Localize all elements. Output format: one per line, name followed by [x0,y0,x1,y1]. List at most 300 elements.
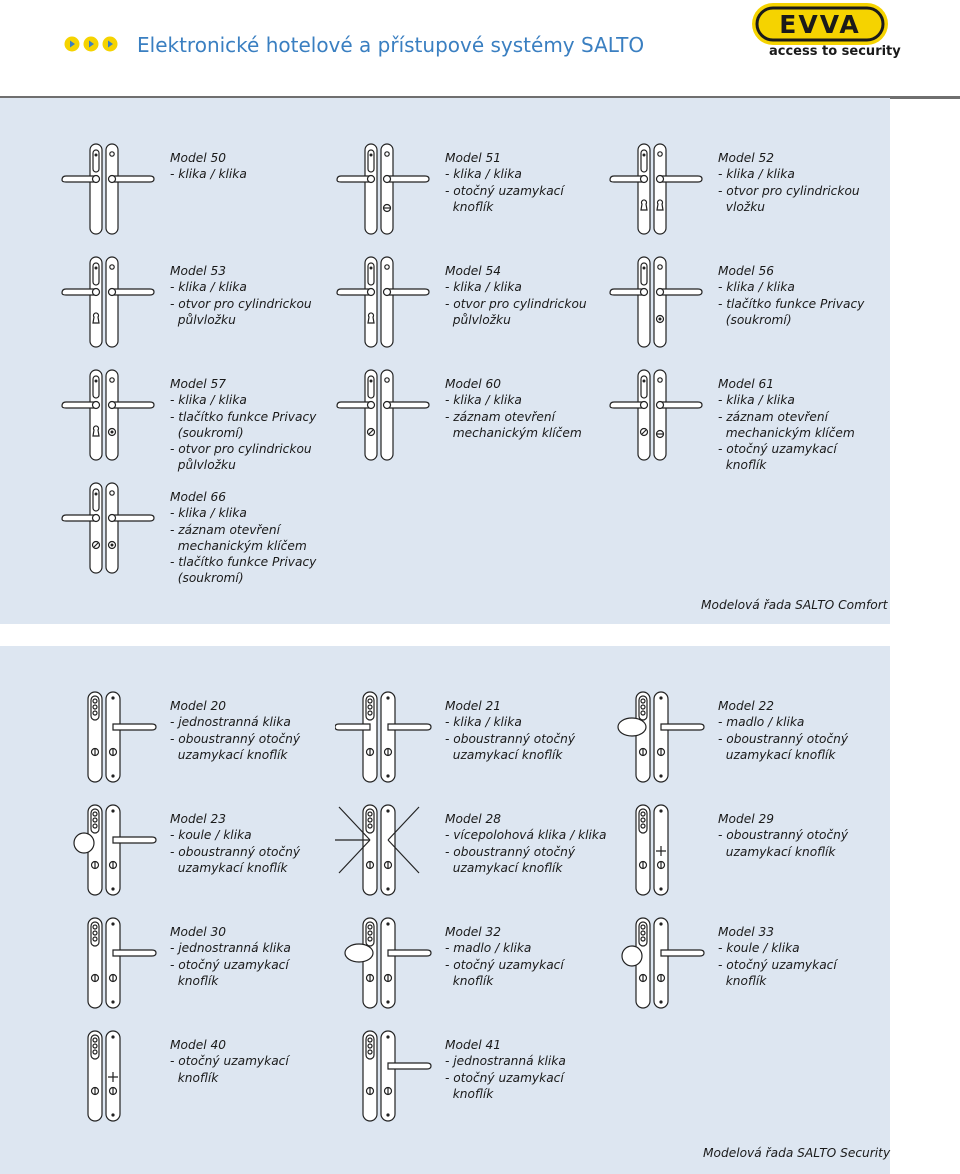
model-name: Model 30 [170,925,226,939]
model-feature-line: mechanickým klíčem [718,425,855,440]
lever-handle [387,289,429,295]
fitting-drawing [60,690,170,786]
model-feature-line: - klika / klika [170,280,247,295]
lever-rosette [109,402,116,409]
model-feature-line: knoflík [718,973,767,988]
lever-rosette [93,176,100,183]
model-feature-line: - otočný uzamykací [718,957,837,972]
model-feature-line: knoflík [445,1086,494,1101]
reader-module [641,150,647,172]
reader-module [110,152,114,156]
lever-rosette [384,289,391,296]
keypad-button [368,818,372,822]
reader-module [658,152,662,156]
lever-handle [112,402,154,408]
keypad-button [93,705,97,709]
keypad-button [368,1038,372,1042]
logo-wordmark: EVVA [779,10,861,39]
escutcheon-plate [381,805,395,895]
screw [659,922,662,925]
screw [659,887,662,890]
model-description [445,811,606,876]
model-drawing [335,255,445,355]
model-feature-line: (soukromí) [170,425,244,440]
fitting-drawing [608,368,718,464]
fitting-drawing [335,1029,445,1125]
lever-handle [610,402,644,408]
model-feature-line: - koule / klika [718,941,800,956]
escutcheon-plate [106,257,118,347]
lever-handle [335,724,370,730]
lever-rosette [109,289,116,296]
model-feature-line: - otvor pro cylindrickou [170,296,312,311]
led-indicator [95,493,98,496]
escutcheon-plate [106,144,118,234]
keypad-button [93,937,97,941]
keypad-button [641,931,645,935]
model-description [170,150,247,183]
keypad-button [368,931,372,935]
model-feature-line: - jednostranná klika [170,715,291,730]
keypad-button [641,925,645,929]
model-feature-line: uzamykací knoflík [170,860,288,875]
play-arrow-icon [83,36,99,52]
pull-handle [345,944,373,962]
cylinder-hole [368,313,374,323]
fitting-drawing [60,142,170,238]
lever-handle [337,176,371,182]
model-feature-line: - tlačítko funkce Privacy [718,296,865,311]
model-feature-line: - jednostranná klika [445,1054,566,1069]
lever-handle [337,402,371,408]
model-feature-line: půlvložku [170,458,236,473]
keypad-button [368,699,372,703]
led-indicator [370,267,373,270]
model-drawing [335,368,445,468]
screw [386,696,389,699]
model-feature-line: půlvložku [445,312,511,327]
model-description [718,924,837,989]
lever-rosette [368,176,375,183]
model-description [445,376,582,441]
reader-module [641,263,647,285]
escutcheon-plate [654,692,668,782]
cylinder-hole [93,313,99,323]
model-feature-line: - klika / klika [445,715,522,730]
model-name: Model 22 [718,699,774,713]
fitting-drawing [60,916,170,1012]
lever-handle [337,289,371,295]
model-name: Model 40 [170,1038,226,1052]
reader-module [93,150,99,172]
model-feature-line: - klika / klika [718,393,795,408]
ball-knob [74,833,94,853]
model-feature-line: - záznam otevření [718,409,829,424]
model-name: Model 54 [445,264,501,278]
lever-handle [62,176,96,182]
model-drawing [335,690,445,790]
lever-rosette [93,515,100,522]
fitting-drawing [335,916,445,1012]
lever-rosette [641,176,648,183]
model-drawing [60,142,170,242]
led-indicator [643,380,646,383]
model-feature-line: - oboustranný otočný [718,828,849,843]
reader-module [658,378,662,382]
lever-rosette [641,402,648,409]
model-description [718,150,860,215]
comfort-series-label: Modelová řada SALTO Comfort [701,598,888,612]
lever-rosette [368,289,375,296]
lever-rosette [641,289,648,296]
model-feature-line: - klika / klika [170,506,247,521]
escutcheon-plate [654,257,666,347]
lever-handle [610,289,644,295]
fitting-drawing [335,803,445,899]
lever-rosette [109,515,116,522]
lever-rosette [384,176,391,183]
escutcheon-plate [654,370,666,460]
screw [659,1000,662,1003]
lever-handle [660,402,702,408]
keypad-button [641,699,645,703]
escutcheon-plate [381,370,393,460]
screw [111,887,114,890]
escutcheon-plate [381,144,393,234]
model-name: Model 66 [170,490,226,504]
fitting-drawing [608,255,718,351]
model-drawing [335,803,445,903]
keypad-button [93,1044,97,1048]
page-title: Elektronické hotelové a přístupové systémy SALTO [137,33,645,57]
pull-handle [618,718,646,736]
screw [386,774,389,777]
model-feature-line: - záznam otevření [445,409,556,424]
model-description [718,376,855,474]
model-feature-line: - otočný uzamykací [170,957,289,972]
keypad-button [93,818,97,822]
lever-handle [661,724,704,730]
lever-handle [113,724,156,730]
fitting-drawing [60,255,170,351]
cylinder-hole [657,200,663,210]
lever-handle [388,724,431,730]
model-drawing [335,1029,445,1129]
model-description [170,1037,289,1086]
model-feature-line: - oboustranný otočný [718,731,849,746]
keypad-button [368,925,372,929]
model-drawing [60,690,170,790]
keypad-button [368,711,372,715]
fitting-drawing [608,803,718,899]
model-name: Model 56 [718,264,774,278]
fitting-drawing [60,368,170,464]
keypad-button [93,1038,97,1042]
model-feature-line: - otočný uzamykací [445,1070,564,1085]
model-description [718,263,864,328]
model-drawing [60,255,170,355]
model-feature-line: (soukromí) [170,571,244,586]
lever-handle [660,289,702,295]
screw [386,1113,389,1116]
lever-rosette [368,402,375,409]
reader-module [368,376,374,398]
model-feature-line: uzamykací knoflík [718,844,836,859]
model-feature-line: - klika / klika [718,167,795,182]
led-indicator [643,154,646,157]
model-feature-line: mechanickým klíčem [445,425,582,440]
model-feature-line: - vícepolohová klika / klika [445,828,607,843]
ball-knob [622,946,642,966]
fitting-drawing [60,481,170,577]
model-name: Model 29 [718,812,774,826]
fitting-drawing [60,1029,170,1125]
model-description [170,698,300,763]
model-drawing [608,255,718,355]
lever-handle [660,176,702,182]
model-feature-line: - otočný uzamykací [170,1054,289,1069]
screw [386,1000,389,1003]
lever-handle [112,515,154,521]
model-name: Model 41 [445,1038,501,1052]
fitting-drawing [608,690,718,786]
reader-module [93,376,99,398]
fitting-drawing [335,255,445,351]
model-feature-line: - oboustranný otočný [170,731,301,746]
reader-module [368,150,374,172]
lever-rosette [384,402,391,409]
keypad-button [93,1050,97,1054]
reader-module [110,265,114,269]
model-feature-line: uzamykací knoflík [718,747,836,762]
logo-tagline: access to security [769,44,901,59]
keypad-button [641,824,645,828]
model-name: Model 21 [445,699,501,713]
model-drawing [335,142,445,242]
model-description [445,150,564,215]
model-feature-line: mechanickým klíčem [170,538,307,553]
security-series-label: Modelová řada SALTO Security [703,1146,891,1160]
model-description [718,698,848,763]
reader-module [93,489,99,511]
model-feature-line: - oboustranný otočný [445,731,576,746]
led-indicator [370,380,373,383]
screw [111,809,114,812]
model-drawing [608,690,718,790]
escutcheon-plate [381,692,395,782]
model-description [170,489,316,587]
model-feature-line: uzamykací knoflík [445,747,563,762]
escutcheon-plate [106,483,118,573]
screw [386,1035,389,1038]
lever-handle [387,176,429,182]
lever-rosette [109,176,116,183]
model-feature-line: - otvor pro cylindrickou [445,296,587,311]
keypad-button [641,818,645,822]
led-indicator [95,380,98,383]
model-feature-line: knoflík [445,199,494,214]
keypad-button [641,937,645,941]
model-feature-line: knoflík [445,973,494,988]
fitting-drawing [60,803,170,899]
lever-handle [112,289,154,295]
cylinder-hole [93,426,99,436]
model-feature-line: - klika / klika [170,167,247,182]
lever-rosette [657,289,664,296]
model-description [170,924,291,989]
escutcheon-plate [106,805,120,895]
fitting-drawing [335,142,445,238]
model-drawing [60,1029,170,1129]
model-description [170,263,312,328]
led-indicator [370,154,373,157]
model-feature-line: (soukromí) [718,312,792,327]
model-name: Model 33 [718,925,774,939]
model-drawing [608,803,718,903]
model-feature-line: - koule / klika [170,828,252,843]
page-header [0,0,960,98]
reader-module [110,378,114,382]
fitting-drawing [608,142,718,238]
escutcheon-plate [381,1031,395,1121]
model-drawing [60,481,170,581]
keypad-button [93,711,97,715]
model-feature-line: - oboustranný otočný [170,844,301,859]
model-feature-line: - klika / klika [445,393,522,408]
lever-rosette [657,402,664,409]
model-name: Model 28 [445,812,501,826]
reader-module [641,376,647,398]
model-drawing [608,916,718,1016]
play-arrow-icon [64,36,80,52]
screw [386,887,389,890]
lever-handle [387,402,429,408]
reader-module [385,265,389,269]
model-feature-line: - madlo / klika [445,941,532,956]
led-indicator [95,154,98,157]
lever-handle [661,950,704,956]
model-description [445,924,564,989]
keypad-button [641,705,645,709]
model-name: Model 32 [445,925,501,939]
keypad-button [93,812,97,816]
model-feature-line: - klika / klika [445,280,522,295]
screw [111,1035,114,1038]
model-feature-line: - otvor pro cylindrickou [718,183,860,198]
model-feature-line: - tlačítko funkce Privacy [170,409,317,424]
play-arrow-icon [102,36,118,52]
screw [111,1000,114,1003]
keypad-button [368,812,372,816]
lever-handle [113,950,156,956]
model-drawing [60,368,170,468]
model-feature-line: - otočný uzamykací [445,957,564,972]
lever-handle [113,837,156,843]
model-description [170,811,300,876]
screw [111,1113,114,1116]
fitting-drawing [335,690,445,786]
model-name: Model 20 [170,699,226,713]
model-feature-line: - oboustranný otočný [445,844,576,859]
header-arrows [64,36,118,52]
model-feature-line: knoflík [718,458,767,473]
reader-module [658,265,662,269]
model-feature-line: - klika / klika [445,167,522,182]
cylinder-hole [641,200,647,210]
model-drawing [60,916,170,1016]
reader-module [385,152,389,156]
keypad-button [368,937,372,941]
model-feature-line: - záznam otevření [170,522,281,537]
model-name: Model 60 [445,377,501,391]
model-name: Model 61 [718,377,774,391]
lever-handle [62,515,96,521]
fitting-drawing [608,916,718,1012]
fitting-drawing [335,368,445,464]
reader-module [93,263,99,285]
escutcheon-plate [654,918,668,1008]
model-feature-line: knoflík [170,973,219,988]
model-description [170,376,316,474]
lever-handle [388,950,431,956]
model-drawing [608,142,718,242]
model-feature-line: - madlo / klika [718,715,805,730]
screw [659,809,662,812]
model-feature-line: - jednostranná klika [170,941,291,956]
model-drawing [60,803,170,903]
lever-rosette [657,176,664,183]
model-name: Model 51 [445,151,501,165]
escutcheon-plate [381,918,395,1008]
led-indicator [95,267,98,270]
lever-rosette [93,289,100,296]
keypad-button [93,824,97,828]
screw [111,922,114,925]
led-indicator [643,267,646,270]
keypad-button [368,1044,372,1048]
screw [659,696,662,699]
keypad-button [93,925,97,929]
keypad-button [93,699,97,703]
reader-module [385,378,389,382]
model-drawing [608,368,718,468]
reader-module [110,491,114,495]
model-name: Model 50 [170,151,226,165]
escutcheon-plate [106,692,120,782]
model-description [445,1037,566,1102]
screw [659,774,662,777]
keypad-button [641,812,645,816]
keypad-button [368,1050,372,1054]
screw [111,774,114,777]
model-feature-line: - otvor pro cylindrickou [170,442,312,457]
model-feature-line: - klika / klika [718,280,795,295]
model-feature-line: - klika / klika [170,393,247,408]
lever-handle [388,1063,431,1069]
model-name: Model 57 [170,377,226,391]
lever-handle [62,289,96,295]
keypad-button [368,705,372,709]
screw [111,696,114,699]
model-feature-line: půlvložku [170,312,236,327]
model-feature-line: vložku [718,199,765,214]
model-name: Model 23 [170,812,226,826]
model-description [718,811,848,860]
model-feature-line: - tlačítko funkce Privacy [170,555,317,570]
model-drawing [335,916,445,1016]
escutcheon-plate [654,144,666,234]
model-feature-line: uzamykací knoflík [445,860,563,875]
